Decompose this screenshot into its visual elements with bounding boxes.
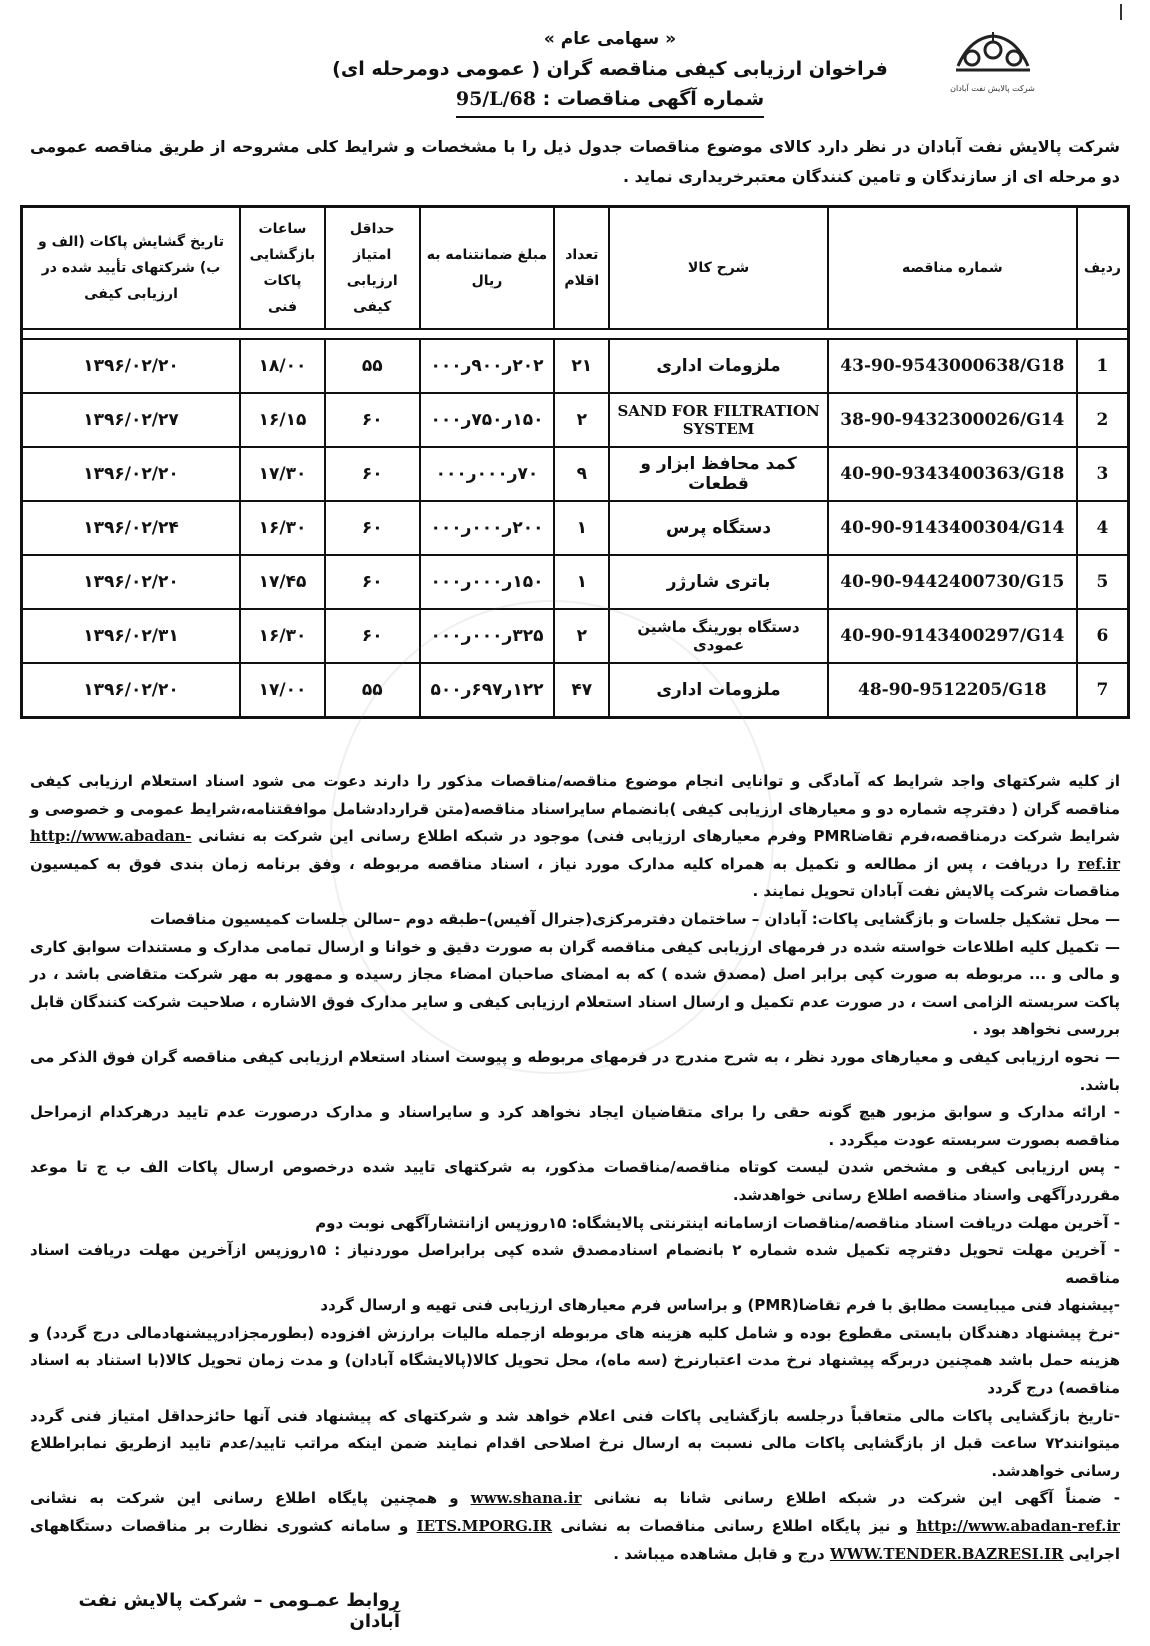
cell-opening-date: ۱۳۹۶/۰۲/۲۰ (22, 339, 241, 393)
cell-tender-number: 43-90-9543000638/G18 (828, 339, 1077, 393)
publication-text-c: و نیز پایگاه اطلاع رسانی مناقصات به نشانی (560, 1517, 909, 1536)
cell-guarantee: ۲۰۰ر۰۰۰ر۰۰۰ (420, 501, 555, 555)
cell-min-score: ۶۰ (325, 393, 420, 447)
cell-hours: ۱۸/۰۰ (240, 339, 325, 393)
cell-hours: ۱۶/۱۵ (240, 393, 325, 447)
cell-opening-date: ۱۳۹۶/۰۲/۲۴ (22, 501, 241, 555)
cell-quantity: ۲ (554, 393, 609, 447)
notice-number-label: شماره آگهی مناقصات : (542, 88, 765, 110)
cell-tender-number: 48-90-9512205/G18 (828, 663, 1077, 718)
header-gap-row (22, 329, 1129, 339)
corner-mark (1120, 4, 1136, 20)
publication-text-a: - ضمناً آگهی این شرکت در شبکه اطلاع رسانی شانا به نشانی (593, 1489, 1120, 1508)
cell-tender-number: 40-90-9442400730/G15 (828, 555, 1077, 609)
cell-min-score: ۵۵ (325, 339, 420, 393)
body-paragraph-documents: — تکمیل کلیه اطلاعات خواسته شده در فرمهای ارزیابی کیفی مناقصه گران به صورت دقیق و خوانا و ارسال تمامی مدارک و مستندات سوابق کاری و مالی و ... مربوطه به صورت کپی برابر اصل (مصدق شده ) که به امضای صاحبان امضاء مجاز رسیده و ممهور به مهر شرکت متقاضی باشد ، در پاکت سربسته الزامی است ، در صورت عدم تکمیل و ارسال اسناد استعلام ارزیابی کیفی و سایر مدارک فوق الاشاره ، صلاحیت شرکت کنندگان قابل بررسی نخواهد بود . (30, 937, 1120, 1039)
cell-row-number: 1 (1077, 339, 1129, 393)
company-logo (945, 28, 1040, 98)
cell-item: ملزومات اداری (609, 663, 828, 718)
cell-quantity: ۲ (554, 609, 609, 663)
cell-opening-date: ۱۳۹۶/۰۲/۲۷ (22, 393, 241, 447)
cell-opening-date: ۱۳۹۶/۰۲/۲۰ (22, 555, 241, 609)
body-paragraph-rights: - ارائه مدارک و سوابق مزبور هیچ گونه حقی را برای متقاضیان ایجاد نخواهد کرد و سایراسناد و مدارک درصورت عدم تایید درهرکدام ازمراحل مناقصه بصورت سربسته عودت میگردد . (30, 1103, 1120, 1149)
abadan-ref-link[interactable]: http://www.abadan-ref.ir (30, 827, 1120, 873)
cell-min-score: ۶۰ (325, 447, 420, 501)
notice-header (300, 24, 920, 118)
shana-link[interactable]: www.shana.ir (470, 1489, 582, 1508)
notice-title: فراخوان ارزیابی کیفی مناقصه گران ( عمومی دومرحله ای) (332, 58, 888, 80)
cell-hours: ۱۷/۰۰ (240, 663, 325, 718)
cell-min-score: ۶۰ (325, 501, 420, 555)
cell-hours: ۱۶/۳۰ (240, 609, 325, 663)
cell-quantity: ۱ (554, 555, 609, 609)
body-paragraph-location: — محل تشکیل جلسات و بازگشایی پاکات: آبادان – ساختمان دفترمرکزی(جنرال آفیس)–طبقه دوم –سالن جلسات کمیسیون مناقصات (149, 909, 1120, 928)
body-paragraph-publication (30, 1485, 1120, 1568)
cell-row-number: 2 (1077, 393, 1129, 447)
cell-row-number: 7 (1077, 663, 1129, 718)
cell-opening-date: ۱۳۹۶/۰۲/۲۰ (22, 447, 241, 501)
cell-quantity: ۹ (554, 447, 609, 501)
cell-row-number: 3 (1077, 447, 1129, 501)
cell-quantity: ۲۱ (554, 339, 609, 393)
cell-tender-number: 38-90-9432300026/G14 (828, 393, 1077, 447)
body-paragraph-technical-offer: -پیشنهاد فنی میبایست مطابق با فرم تقاضا(PMR) و براساس فرم معیارهای ارزیابی فنی تهیه و ارسال گردد (320, 1296, 1120, 1315)
table-row (22, 393, 1129, 447)
publication-text-b: و همچنین پایگاه اطلاع رسانی این شرکت به نشانی (30, 1489, 459, 1508)
cell-guarantee: ۱۲۲ر۶۹۷ر۵۰۰ (420, 663, 555, 718)
cell-row-number: 4 (1077, 501, 1129, 555)
header-min-score: حداقل امتیاز ارزیابی کیفی (325, 207, 420, 330)
notice-number-line (300, 84, 920, 118)
notice-body (30, 768, 1120, 1568)
company-type: « سهامی عام » (543, 29, 677, 49)
cell-hours: ۱۷/۳۰ (240, 447, 325, 501)
publication-text-e: درج و قابل مشاهده میباشد . (613, 1544, 825, 1563)
footer-signature: روابط عمـومی – شرکت پالایش نفت آبادان (78, 1590, 400, 1632)
refinery-logo-icon (948, 28, 1038, 80)
table-row (22, 609, 1129, 663)
cell-min-score: ۶۰ (325, 555, 420, 609)
cell-guarantee: ۲۰۲ر۹۰۰ر۰۰۰ (420, 339, 555, 393)
cell-hours: ۱۶/۳۰ (240, 501, 325, 555)
notice-number: 95/L/68 (455, 88, 536, 110)
tenders-table-wrapper (20, 205, 1130, 719)
header-opening-hours: ساعات بازگشایی پاکات فنی (240, 207, 325, 330)
invitation-text-start: از کلیه شرکتهای واجد شرایط که آمادگی و توانایی انجام موضوع مناقصه/مناقصات مذکور را دارند دعوت می شود اسناد استعلام ارزیابی کیفی مناقصه گران ( دفترچه شماره دو و معیارهای ارزیابی کیفی )بانضمام سایراسناد مناقصه(متن قراردادشامل موافقتنامه،شرایط عمومی و خصوصی و شرایط شرکت درمناقصه،فرم تقاضاPMR وفرم معیارهای ارزیابی فنی) موجود در شبکه اطلاع رسانی این شرکت به نشانی (30, 772, 1120, 846)
cell-item: باتری شارژر (609, 555, 828, 609)
table-row (22, 555, 1129, 609)
invitation-text-end: را دریافت ، پس از مطالعه و تکمیل به همراه کلیه مدارک مورد نیاز ، اسناد مناقصه مربوطه ، وفق برنامه زمان بندی فوق به کمیسیون مناقصات شرکت پالایش نفت آبادان تحویل نمایند . (30, 854, 1120, 901)
header-tender-number: شماره مناقصه (828, 207, 1077, 330)
cell-tender-number: 40-90-9343400363/G18 (828, 447, 1077, 501)
cell-quantity: ۴۷ (554, 663, 609, 718)
cell-guarantee: ۷۰ر۰۰۰ر۰۰۰ (420, 447, 555, 501)
cell-row-number: 5 (1077, 555, 1129, 609)
table-row (22, 339, 1129, 393)
cell-hours: ۱۷/۴۵ (240, 555, 325, 609)
cell-item: دستگاه بورینگ ماشین عمودی (609, 609, 828, 663)
cell-tender-number: 40-90-9143400297/G14 (828, 609, 1077, 663)
cell-guarantee: ۱۵۰ر۰۰۰ر۰۰۰ (420, 555, 555, 609)
header-quantity: تعداد اقلام (554, 207, 609, 330)
body-paragraph-deadline-deliver: - آخرین مهلت تحویل دفترچه تکمیل شده شماره ۲ بانضمام اسنادمصدق شده کپی برابراصل موردنیاز : ۱۵روزپس ازآخرین مهلت دریافت اسناد مناقصه (30, 1241, 1120, 1287)
tenders-table (20, 205, 1130, 719)
publication-text-d: و سامانه کشوری نظارت بر مناقصات دستگاههای اجرایی (30, 1517, 1120, 1563)
cell-guarantee: ۳۲۵ر۰۰۰ر۰۰۰ (420, 609, 555, 663)
body-paragraph-invitation (30, 768, 1120, 906)
cell-item: ملزومات اداری (609, 339, 828, 393)
cell-quantity: ۱ (554, 501, 609, 555)
table-row (22, 447, 1129, 501)
table-row (22, 663, 1129, 718)
cell-item: دستگاه پرس (609, 501, 828, 555)
iets-link[interactable]: IETS.MPORG.IR (416, 1517, 553, 1536)
intro-paragraph: شرکت پالایش نفت آبادان در نظر دارد کالای موضوع مناقصات جدول ذیل را با مشخصات و شرایط کلی مشروحه از طریق مناقصه عمومی دو مرحله ای از سازندگان و تامین کنندگان معتبرخریداری نماید . (30, 137, 1120, 186)
header-opening-date: تاریخ گشایش پاکات (الف و ب) شرکتهای تأیید شده در ارزیابی کیفی (22, 207, 241, 330)
cell-item: SAND FOR FILTRATION SYSTEM (609, 393, 828, 447)
table-row (22, 501, 1129, 555)
body-paragraph-deadline-receive: - آخرین مهلت دریافت اسناد مناقصه/مناقصات ازسامانه اینترنتی پالایشگاه: ۱۵روزپس ازانتشارآگهی نوبت دوم (315, 1213, 1120, 1232)
cell-opening-date: ۱۳۹۶/۰۲/۳۱ (22, 609, 241, 663)
header-guarantee-amount: مبلغ ضمانتنامه به ریال (420, 207, 555, 330)
tender-bazresi-link[interactable]: WWW.TENDER.BAZRESI.IR (829, 1544, 1064, 1563)
cell-min-score: ۶۰ (325, 609, 420, 663)
cell-opening-date: ۱۳۹۶/۰۲/۲۰ (22, 663, 241, 718)
header-item-description: شرح کالا (609, 207, 828, 330)
body-paragraph-shortlist: - پس ارزیابی کیفی و مشخص شدن لیست کوتاه مناقصه/مناقصات مذکور، به شرکتهای تایید شده درخصوص ارسال پاکات الف ب ج تا موعد مقرردرآگهی واسناد مناقصه اطلاع رسانی خواهدشد. (30, 1158, 1120, 1204)
logo-caption: شرکت پالایش نفت آبادان (950, 84, 1035, 93)
body-paragraph-financial-opening: -تاریخ بازگشایی پاکات مالی متعاقباً درجلسه بازگشایی پاکات فنی اعلام خواهد شد و شرکتهای که پیشنهاد فنی آنها حائزحداقل امتیاز فنی گردد میتوانند۷۲ ساعت قبل از بازگشایی پاکات مالی نسبت به ارسال نرخ اصلاحی اقدام نمایند ضمن اینکه مراتب تایید/عدم تایید ازطریق نمابراطلاع رسانی خواهدشد. (30, 1406, 1120, 1480)
cell-item: کمد محافظ ابزار و قطعات (609, 447, 828, 501)
cell-guarantee: ۱۵۰ر۷۵۰ر۰۰۰ (420, 393, 555, 447)
cell-tender-number: 40-90-9143400304/G14 (828, 501, 1077, 555)
body-paragraph-pricing: -نرخ پیشنهاد دهندگان بایستی مقطوع بوده و شامل کلیه هزینه های مربوطه ازجمله مالیات برارزش افزوده (بطورمجزادرپیشنهادمالی درج گردد) و هزینه حمل باشد همچنین دربرگه پیشنهاد نرخ مدت اعتبارنرخ (سه ماه)، محل تحویل کالا(پالایشگاه آبادان) و مدت زمان تحویل کالا(با استناد به اسناد مناقصه) درج گردد (30, 1323, 1120, 1398)
cell-min-score: ۵۵ (325, 663, 420, 718)
body-paragraph-evaluation: — نحوه ارزیابی کیفی و معیارهای مورد نظر ، به شرح مندرج در فرمهای مربوطه و پیوست اسناد استعلام ارزیابی کیفی مناقصه گران فوق الذکر می باشد. (30, 1047, 1120, 1094)
cell-row-number: 6 (1077, 609, 1129, 663)
notice-number-box (456, 84, 764, 118)
abadan-ref-link-2[interactable]: http://www.abadan-ref.ir (916, 1517, 1120, 1536)
header-row-number: ردیف (1077, 207, 1129, 330)
table-header-row (22, 207, 1129, 330)
